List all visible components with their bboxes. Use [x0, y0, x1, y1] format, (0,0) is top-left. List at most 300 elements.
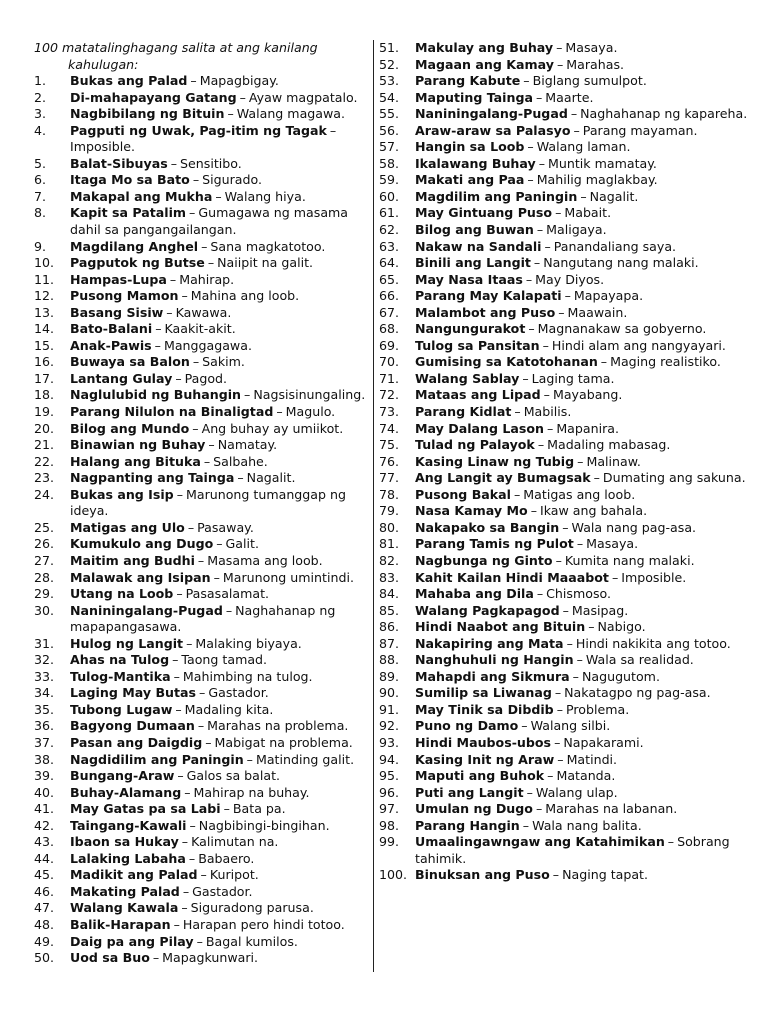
item-body [70, 404, 372, 421]
list-item [34, 718, 372, 735]
item-dash: – [173, 916, 180, 932]
item-body [415, 454, 749, 471]
item-term: Maputi ang Buhok [415, 768, 545, 784]
list-item [379, 867, 749, 884]
list-item [34, 735, 372, 752]
item-body [415, 404, 749, 421]
item-dash: – [514, 404, 521, 420]
item-meaning: Muntik mamatay. [548, 155, 657, 171]
item-dash: – [552, 867, 560, 883]
item-dash: – [152, 950, 160, 966]
item-body [415, 239, 749, 256]
item-number: 77. [379, 470, 400, 486]
item-body [70, 520, 372, 537]
item-number: 9. [34, 238, 47, 254]
item-meaning: Marunong umintindi. [222, 569, 354, 585]
item-meaning: Salbahe. [213, 453, 268, 469]
item-number: 34. [34, 685, 55, 701]
item-body [415, 785, 749, 802]
item-meaning: Malinaw. [586, 453, 641, 469]
item-dash: – [246, 751, 253, 767]
item-term: Bukas ang Isip [70, 486, 174, 502]
item-term: Lalaking Labaha [70, 850, 186, 866]
item-dash: – [190, 73, 197, 89]
list-item [34, 834, 372, 851]
item-number: 36. [34, 718, 55, 734]
item-dash: – [557, 751, 564, 767]
list-item [379, 90, 749, 107]
item-term: Bungang-Araw [70, 768, 175, 784]
item-term: Bagyong Dumaan [70, 718, 195, 734]
item-term: Nagbibilang ng Bituin [70, 106, 225, 122]
item-term: Balik-Harapan [70, 916, 171, 932]
item-body [415, 189, 749, 206]
list-item [379, 536, 749, 553]
item-body [70, 288, 372, 305]
item-meaning: Masaya. [586, 536, 639, 552]
item-meaning: Nagugutom. [581, 668, 660, 684]
item-body [415, 867, 749, 884]
list-item [379, 404, 749, 421]
item-dash: – [205, 734, 212, 750]
list-item [34, 371, 372, 388]
item-term: May Nasa Itaas [415, 271, 523, 287]
item-meaning: Walang hiya. [224, 188, 306, 204]
list-item [34, 454, 372, 471]
item-number: 95. [379, 768, 400, 784]
item-meaning: Sobrang tahimik. [415, 834, 730, 866]
item-meaning: Pasaway. [197, 519, 254, 535]
item-meaning: Pasasalamat. [185, 586, 270, 602]
list-item [379, 189, 749, 206]
list-item [34, 586, 372, 603]
item-number: 100. [379, 867, 408, 883]
item-number: 52. [379, 56, 400, 72]
item-body [415, 801, 749, 818]
item-term: Kapit sa Patalim [70, 205, 187, 221]
item-meaning: Mabilis. [523, 404, 572, 420]
list-item [379, 288, 749, 305]
item-number: 88. [379, 652, 400, 668]
item-dash: – [537, 437, 545, 453]
item-meaning: Napakarami. [563, 734, 644, 750]
item-term: Nakapako sa Bangin [415, 519, 560, 535]
item-meaning: Nabigo. [597, 619, 646, 635]
item-body [70, 421, 372, 438]
title-line-2: kahulugan: [68, 56, 139, 72]
item-number: 70. [379, 354, 400, 370]
item-dash: – [203, 453, 211, 469]
item-number: 84. [379, 586, 400, 602]
item-dash: – [526, 784, 533, 800]
item-meaning: Panandaliang saya. [553, 238, 677, 254]
list-item [34, 487, 372, 520]
list-item [34, 404, 372, 421]
item-number: 33. [34, 668, 55, 684]
item-body [415, 735, 749, 752]
item-number: 54. [379, 89, 400, 105]
item-dash: – [225, 602, 233, 618]
item-term: Puti ang Langit [415, 784, 524, 800]
item-dash: – [542, 337, 549, 353]
item-number: 31. [34, 635, 55, 651]
item-dash: – [556, 701, 563, 717]
item-number: 53. [379, 73, 400, 89]
item-number: 83. [379, 569, 400, 585]
item-term: Sumilip sa Liwanag [415, 685, 552, 701]
item-number: 72. [379, 387, 400, 403]
item-number: 93. [379, 734, 400, 750]
list-item [34, 421, 372, 438]
item-term: Parang Nilulon na Binaligtad [70, 404, 274, 420]
item-term: Naniningalang-Pugad [70, 602, 223, 618]
item-body [415, 222, 749, 239]
item-number: 20. [34, 420, 55, 436]
item-body [415, 90, 749, 107]
item-meaning: Madaling kita. [184, 701, 274, 717]
column-divider [373, 40, 374, 972]
item-dash: – [199, 685, 206, 701]
item-number: 11. [34, 271, 55, 287]
list-item [379, 768, 749, 785]
item-meaning: Harapan pero hindi totoo. [182, 916, 345, 932]
item-body [415, 321, 749, 338]
item-dash: – [528, 321, 535, 337]
item-dash: – [213, 569, 220, 585]
item-body [415, 305, 749, 322]
item-dash: – [536, 222, 544, 238]
item-number: 1. [34, 73, 47, 89]
item-meaning: Kaakit-akit. [164, 321, 236, 337]
list-item [34, 73, 372, 90]
item-term: Parang Hangin [415, 817, 520, 833]
item-meaning: Mahina ang loob. [190, 288, 300, 304]
list-item [34, 768, 372, 785]
list-item [34, 652, 372, 669]
item-dash: – [521, 718, 528, 734]
list-item [379, 553, 749, 570]
item-dash: – [667, 834, 675, 850]
list-item [379, 503, 749, 520]
item-number: 79. [379, 503, 400, 519]
list-item [379, 139, 749, 156]
item-number: 58. [379, 155, 400, 171]
item-meaning: Maarte. [545, 89, 594, 105]
item-dash: – [533, 255, 541, 271]
item-dash: – [169, 271, 177, 287]
item-term: Tulad ng Palayok [415, 437, 535, 453]
item-term: Bilog ang Mundo [70, 420, 190, 436]
item-meaning: Wala sa realidad. [585, 652, 694, 668]
item-body [70, 934, 372, 951]
item-dash: – [197, 718, 205, 734]
item-dash: – [588, 619, 595, 635]
list-item [34, 354, 372, 371]
item-number: 12. [34, 288, 55, 304]
item-dash: – [535, 89, 543, 105]
item-body [415, 603, 749, 620]
item-body [70, 189, 372, 206]
item-meaning: Siguradong parusa. [190, 900, 314, 916]
item-meaning: Ikaw ang bahala. [539, 503, 648, 519]
item-term: Itaga Mo sa Bato [70, 172, 190, 188]
item-term: Makapal ang Mukha [70, 188, 213, 204]
item-dash: – [570, 106, 578, 122]
title-line-1: 100 matatalinghagang salita at ang kanilang [34, 40, 318, 55]
item-term: Pagputok ng Butse [70, 255, 205, 271]
item-dash: – [181, 900, 188, 916]
item-meaning: Galit. [225, 536, 259, 552]
item-meaning: Nagalit. [246, 470, 296, 486]
list-item [34, 437, 372, 454]
item-term: Hindi Maubos-ubos [415, 734, 552, 750]
item-number: 67. [379, 304, 400, 320]
item-dash: – [522, 370, 529, 386]
item-term: Nasa Kamay Mo [415, 503, 528, 519]
item-term: Hangin sa Loob [415, 139, 525, 155]
item-body [415, 652, 749, 669]
list-item [34, 934, 372, 951]
item-dash: – [562, 602, 569, 618]
item-term: Buwaya sa Balon [70, 354, 190, 370]
item-meaning: Magulo. [285, 404, 336, 420]
item-term: May Gintuang Puso [415, 205, 553, 221]
item-body [415, 718, 749, 735]
item-dash: – [175, 701, 182, 717]
item-number: 14. [34, 321, 55, 337]
item-dash: – [166, 304, 173, 320]
item-meaning: Mapayapa. [573, 288, 644, 304]
item-body [70, 553, 372, 570]
item-number: 63. [379, 238, 400, 254]
item-meaning: Parang mayaman. [582, 122, 698, 138]
item-number: 6. [34, 172, 47, 188]
item-term: Pusong Mamon [70, 288, 179, 304]
item-dash: – [192, 172, 200, 188]
item-meaning: Galos sa balat. [186, 768, 281, 784]
list-item [34, 603, 372, 636]
item-dash: – [200, 867, 207, 883]
list-item [34, 851, 372, 868]
item-dash: – [177, 768, 184, 784]
item-term: Parang Kidlat [415, 404, 512, 420]
item-number: 59. [379, 172, 400, 188]
item-body [415, 57, 749, 74]
item-dash: – [182, 883, 190, 899]
item-term: Nangungurakot [415, 321, 526, 337]
item-term: Naniningalang-Pugad [415, 106, 568, 122]
item-meaning: Dumating ang sakuna. [602, 470, 746, 486]
item-number: 80. [379, 519, 400, 535]
item-meaning: Sana magkatotoo. [210, 238, 326, 254]
list-item [379, 73, 749, 90]
item-meaning: Magnanakaw sa gobyerno. [537, 321, 707, 337]
list-item [34, 702, 372, 719]
item-dash: – [576, 536, 584, 552]
item-meaning: Wala nang pag-asa. [571, 519, 697, 535]
item-term: Hampas-Lupa [70, 271, 167, 287]
item-body [70, 752, 372, 769]
item-meaning: Mayabang. [552, 387, 623, 403]
list-item [379, 669, 749, 686]
item-number: 71. [379, 370, 400, 386]
list-item [379, 205, 749, 222]
list-item [379, 421, 749, 438]
list-item [379, 437, 749, 454]
item-body [70, 239, 372, 256]
list-item [379, 321, 749, 338]
item-dash: – [535, 801, 543, 817]
item-meaning: Mahirap. [179, 271, 235, 287]
item-term: May Gatas pa sa Labi [70, 801, 221, 817]
item-body [415, 205, 749, 222]
item-term: Hulog ng Langit [70, 635, 184, 651]
item-number: 28. [34, 569, 55, 585]
item-number: 2. [34, 89, 47, 105]
item-body [415, 503, 749, 520]
list-item [34, 785, 372, 802]
item-meaning: Mahirap na buhay. [193, 784, 310, 800]
item-meaning: Sigurado. [202, 172, 262, 188]
item-number: 41. [34, 801, 55, 817]
list-item [379, 57, 749, 74]
item-dash: – [555, 552, 562, 568]
item-dash: – [208, 437, 215, 453]
item-meaning: Nagsisinungaling. [253, 387, 366, 403]
item-body [70, 801, 372, 818]
item-term: Ikalawang Buhay [415, 155, 536, 171]
item-number: 94. [379, 751, 400, 767]
item-meaning: Nangutang nang malaki. [543, 255, 699, 271]
item-number: 56. [379, 122, 400, 138]
item-dash: – [554, 734, 561, 750]
item-term: Parang May Kalapati [415, 288, 562, 304]
item-number: 7. [34, 188, 47, 204]
item-number: 78. [379, 486, 400, 502]
item-meaning: Mabait. [564, 205, 612, 221]
item-number: 69. [379, 337, 400, 353]
item-body [70, 785, 372, 802]
item-dash: – [547, 768, 554, 784]
item-meaning: Madaling mabasag. [547, 437, 671, 453]
item-number: 16. [34, 354, 55, 370]
item-body [70, 768, 372, 785]
item-dash: – [192, 420, 199, 436]
item-number: 19. [34, 404, 55, 420]
list-item [379, 570, 749, 587]
item-number: 57. [379, 139, 400, 155]
item-term: Gumising sa Katotohanan [415, 354, 598, 370]
item-dash: – [600, 354, 608, 370]
item-dash: – [543, 387, 550, 403]
list-item [34, 570, 372, 587]
item-body [70, 603, 372, 636]
item-term: May Dalang Lason [415, 420, 545, 436]
item-number: 81. [379, 536, 400, 552]
item-body [415, 123, 749, 140]
item-term: Magdilang Anghel [70, 238, 199, 254]
item-dash: – [544, 238, 551, 254]
item-term: Maputing Tainga [415, 89, 533, 105]
document-title [34, 40, 372, 73]
item-dash: – [155, 321, 162, 337]
item-body [415, 636, 749, 653]
item-body [70, 387, 372, 404]
item-term: Mahapdi ang Sikmura [415, 668, 570, 684]
item-meaning: Maligaya. [546, 222, 607, 238]
item-term: Makati ang Paa [415, 172, 525, 188]
item-number: 26. [34, 536, 55, 552]
item-term: Binuksan ang Puso [415, 867, 550, 883]
item-body [70, 570, 372, 587]
item-number: 51. [379, 40, 400, 55]
item-meaning: Ayaw magpatalo. [248, 89, 358, 105]
item-number: 47. [34, 900, 55, 916]
list-item [379, 40, 749, 57]
item-dash: – [527, 172, 534, 188]
list-item [379, 520, 749, 537]
item-meaning: Sensitibo. [180, 155, 242, 171]
list-item [34, 818, 372, 835]
item-dash: – [173, 668, 180, 684]
item-number: 86. [379, 619, 400, 635]
list-item [379, 702, 749, 719]
item-dash: – [189, 205, 196, 221]
item-dash: – [176, 486, 183, 502]
item-dash: – [181, 288, 188, 304]
list-item [34, 239, 372, 256]
item-body [70, 371, 372, 388]
item-meaning: Walang laman. [536, 139, 631, 155]
list-item [34, 685, 372, 702]
item-number: 64. [379, 255, 400, 271]
item-meaning: Mapagbigay. [199, 73, 279, 89]
item-dash: – [554, 685, 562, 701]
item-dash: – [572, 668, 579, 684]
item-number: 89. [379, 668, 400, 684]
item-term: Magdilim ang Paningin [415, 188, 578, 204]
list-item [34, 288, 372, 305]
item-meaning: Manggagawa. [163, 337, 252, 353]
item-body [415, 818, 749, 835]
item-body [70, 884, 372, 901]
list-item [379, 735, 749, 752]
item-meaning: Marahas na labanan. [545, 801, 678, 817]
item-body [415, 172, 749, 189]
item-meaning: Mapanira. [556, 420, 619, 436]
item-meaning: Kawawa. [175, 304, 232, 320]
item-dash: – [172, 652, 179, 668]
item-number: 8. [34, 205, 47, 221]
item-body [70, 90, 372, 107]
item-dash: – [514, 486, 521, 502]
item-number: 62. [379, 222, 400, 238]
item-term: Walang Sablay [415, 370, 520, 386]
item-meaning: Masipag. [571, 602, 629, 618]
item-body [415, 255, 749, 272]
item-dash: – [215, 188, 222, 204]
list-item [379, 106, 749, 123]
item-number: 48. [34, 916, 55, 932]
item-body [70, 106, 372, 123]
item-term: Mahaba ang Dila [415, 586, 534, 602]
item-meaning: Nagbibingi-bingihan. [198, 817, 330, 833]
item-dash: – [276, 404, 283, 420]
item-number: 74. [379, 420, 400, 436]
item-dash: – [227, 106, 234, 122]
item-body [70, 354, 372, 371]
item-body [415, 354, 749, 371]
